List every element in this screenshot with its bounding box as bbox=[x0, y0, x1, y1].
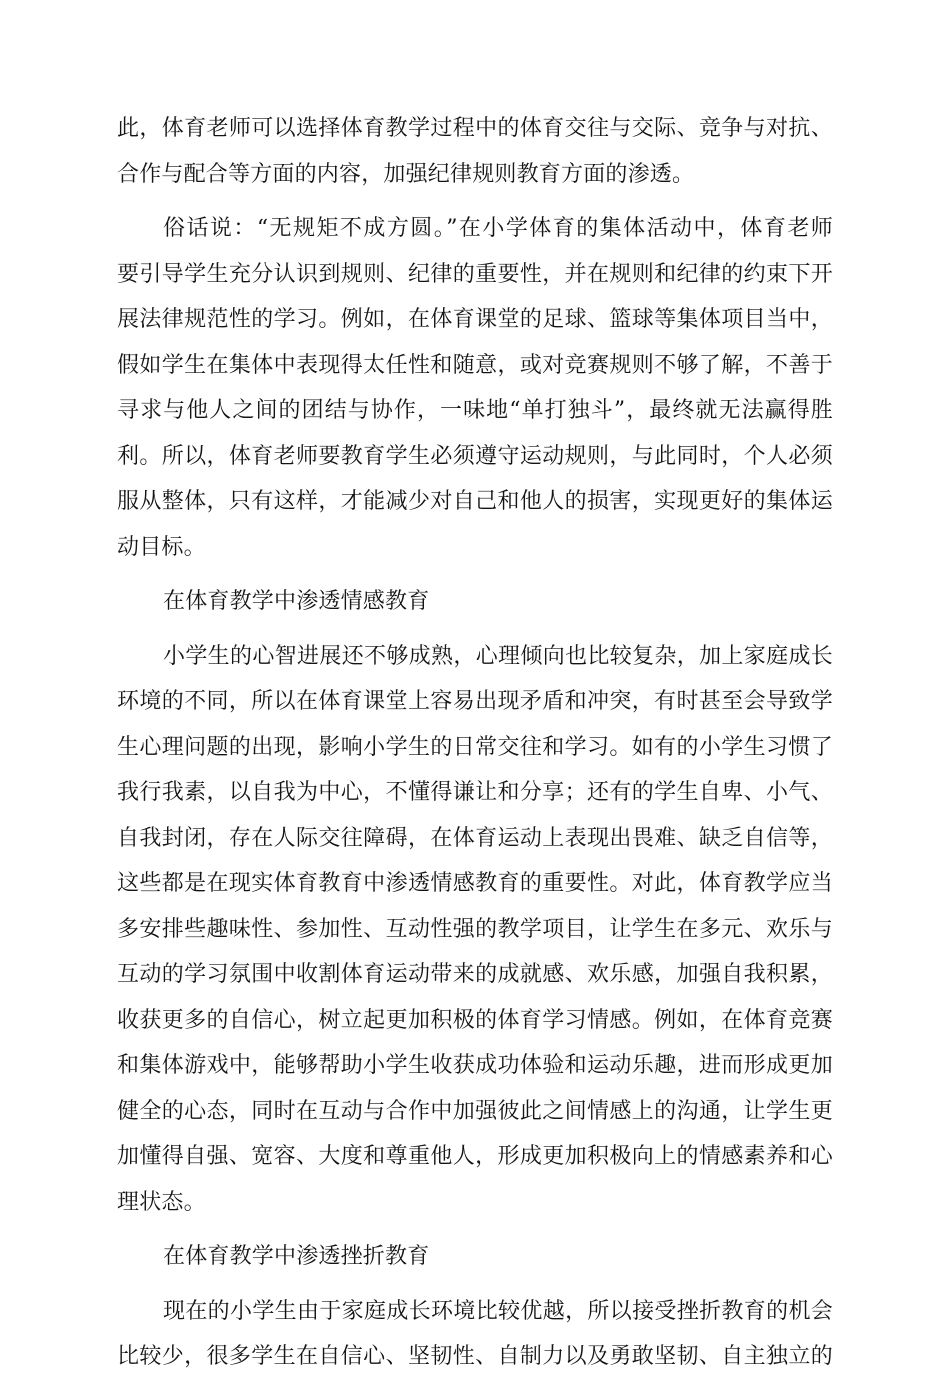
text-line: 和集体游戏中，能够帮助小学生收获成功体验和运动乐趣，进而形成更加 bbox=[117, 1053, 833, 1078]
text-line: 假如学生在集体中表现得太任性和随意，或对竞赛规则不够了解，不善于 bbox=[117, 352, 833, 378]
paragraph-rules-continued bbox=[117, 106, 833, 197]
text-line: 俗话说：“无规矩不成方圆。”在小学体育的集体活动中，体育老师 bbox=[163, 216, 833, 241]
text-line: 自我封闭，存在人际交往障碍，在体育运动上表现出畏难、缺乏自信等， bbox=[117, 825, 833, 851]
text-line: 寻求与他人之间的团结与协作，一味地“单打独斗”，最终就无法赢得胜 bbox=[117, 398, 833, 423]
paragraph-emotion bbox=[117, 634, 833, 1226]
text-line: 合作与配合等方面的内容，加强纪律规则教育方面的渗透。 bbox=[117, 161, 695, 187]
text-line: 多安排些趣味性、参加性、互动性强的教学项目，让学生在多元、欢乐与 bbox=[117, 916, 833, 942]
text-line: 展法律规范性的学习。例如，在体育课堂的足球、篮球等集体项目当中， bbox=[117, 307, 833, 332]
text-line: 环境的不同，所以在体育课堂上容易出现矛盾和冲突，有时甚至会导致学 bbox=[117, 689, 833, 714]
text-line: 利。所以，体育老师要教育学生必须遵守运动规则，与此同时，个人必须 bbox=[117, 443, 833, 469]
text-line: 生心理问题的出现，影响小学生的日常交往和学习。如有的小学生习惯了 bbox=[117, 734, 833, 760]
text-line: 我行我素，以自我为中心，不懂得谦让和分享；还有的学生自卑、小气、 bbox=[117, 780, 833, 805]
text-line: 服从整体，只有这样，才能减少对自己和他人的损害，实现更好的集体运 bbox=[117, 489, 833, 514]
text-line: 加懂得自强、宽容、大度和尊重他人，形成更加积极向上的情感素养和心 bbox=[117, 1144, 833, 1169]
text-line: 此，体育老师可以选择体育教学过程中的体育交往与交际、竞争与对抗、 bbox=[117, 116, 833, 141]
text-line: 小学生的心智进展还不够成熟，心理倾向也比较复杂，加上家庭成长 bbox=[163, 643, 833, 669]
section-heading-emotion: 在体育教学中渗透情感教育 bbox=[163, 589, 430, 614]
paragraph-frustration bbox=[117, 1289, 833, 1380]
text-line: 动目标。 bbox=[117, 534, 206, 560]
text-line: 现在的小学生由于家庭成长环境比较优越，所以接受挫折教育的机会 bbox=[163, 1298, 833, 1324]
text-line: 理状态。 bbox=[117, 1189, 206, 1215]
text-line: 收获更多的自信心，树立起更加积极的体育学习情感。例如，在体育竞赛 bbox=[117, 1007, 833, 1033]
section-heading-frustration: 在体育教学中渗透挫折教育 bbox=[163, 1244, 430, 1269]
paragraph-proverb bbox=[117, 206, 833, 570]
text-line: 健全的心态，同时在互动与合作中加强彼此之间情感上的沟通，让学生更 bbox=[117, 1098, 833, 1124]
document-body bbox=[117, 106, 833, 1380]
text-line: 互动的学习氛围中收割体育运动带来的成就感、欢乐感，加强自我积累， bbox=[117, 962, 833, 987]
text-line: 比较少，很多学生在自信心、坚韧性、自制力以及勇敢坚韧、自主独立的 bbox=[117, 1344, 833, 1369]
text-line: 要引导学生充分认识到规则、纪律的重要性，并在规则和纪律的约束下开 bbox=[117, 261, 833, 287]
text-line: 这些都是在现实体育教育中渗透情感教育的重要性。对此，体育教学应当 bbox=[117, 871, 833, 896]
